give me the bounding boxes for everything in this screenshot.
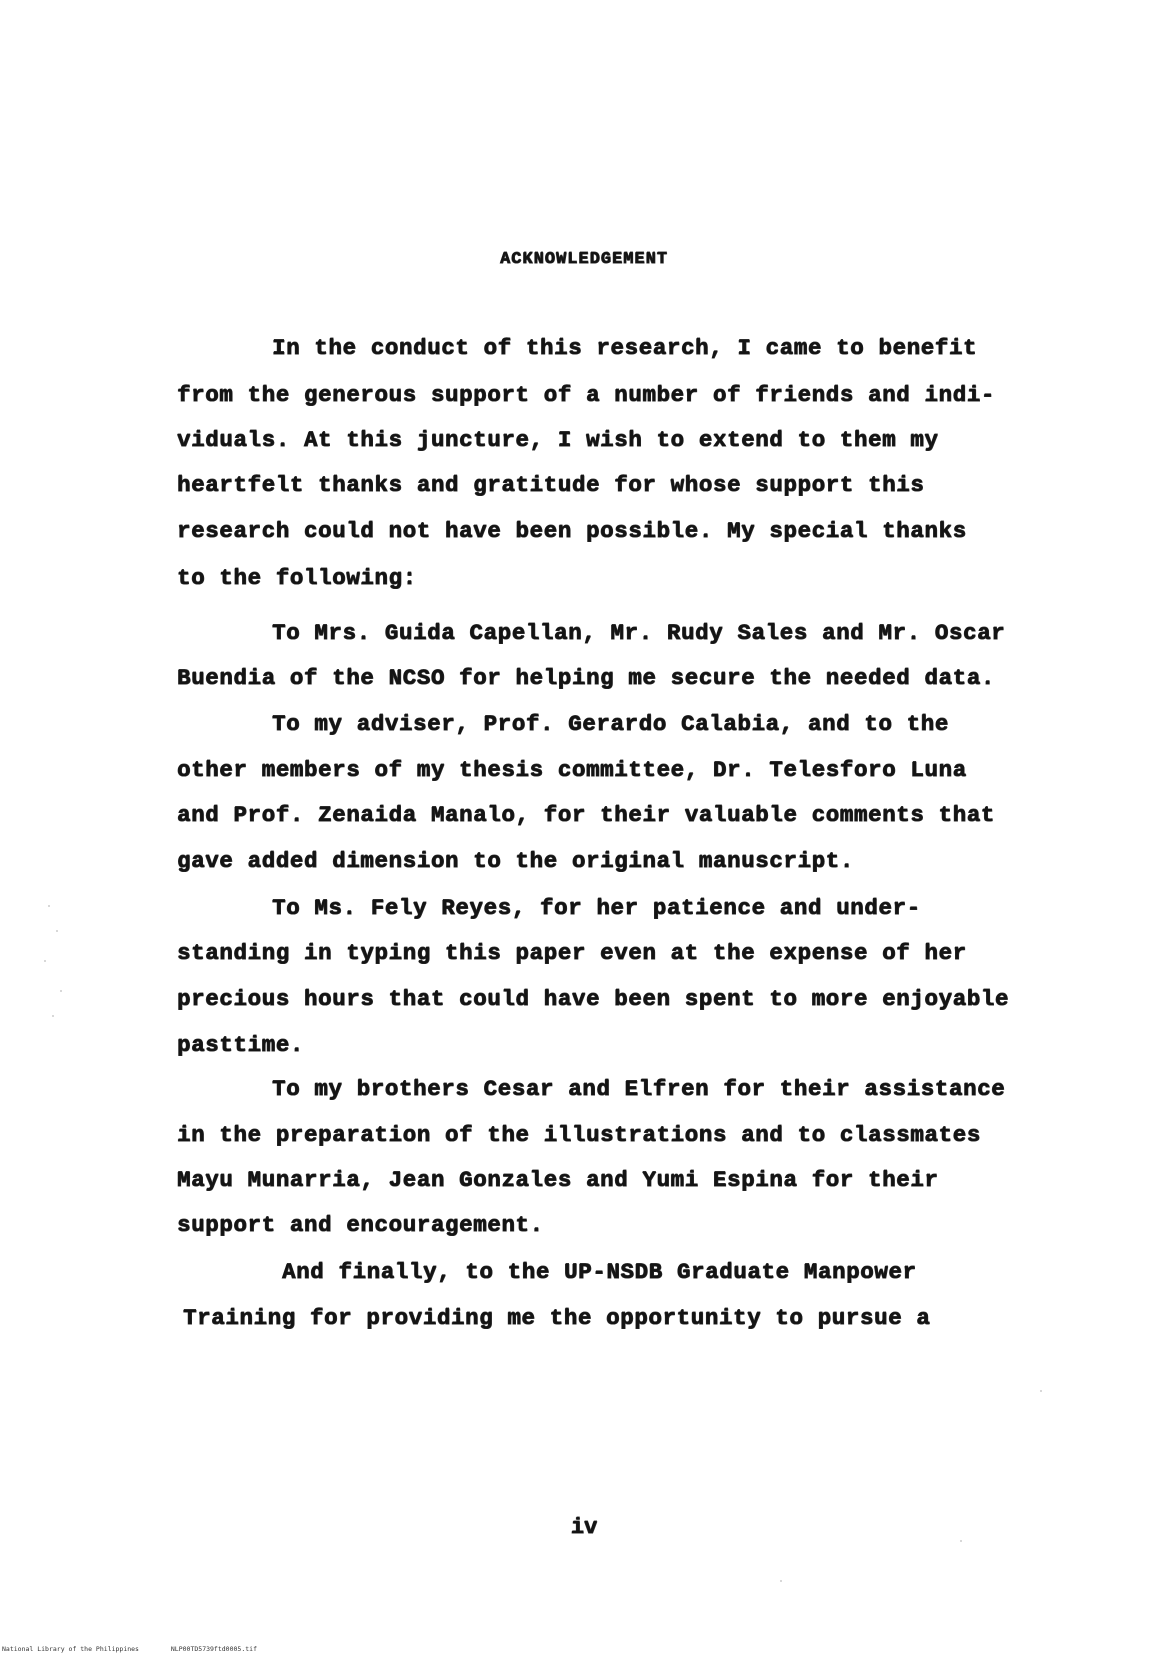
paragraph-1-line-3: viduals. At this juncture, I wish to extend to them my: [177, 427, 939, 453]
paragraph-6-line-2: Training for providing me the opportunity to pursue a: [183, 1305, 931, 1331]
paragraph-5-line-4: support and encouragement.: [177, 1212, 544, 1238]
paragraph-3-line-2: other members of my thesis committee, Dr. Telesforo Luna: [177, 757, 967, 783]
page-number: iv: [570, 1515, 598, 1540]
scan-speckle: [1040, 1390, 1042, 1392]
scan-speckle: [56, 930, 58, 932]
page-title: ACKNOWLEDGEMENT: [499, 250, 669, 269]
paragraph-4-line-2: standing in typing this paper even at the expense of her: [177, 940, 967, 966]
library-name: National Library of the Philippines: [2, 1645, 139, 1653]
scan-footer: [2, 1645, 257, 1653]
paragraph-5-line-1: To my brothers Cesar and Elfren for their assistance: [272, 1076, 1006, 1102]
paragraph-1-line-6: to the following:: [177, 565, 417, 591]
paragraph-2-line-1: To Mrs. Guida Capellan, Mr. Rudy Sales and Mr. Oscar: [272, 620, 1006, 646]
paragraph-5-line-3: Mayu Munarria, Jean Gonzales and Yumi Espina for their: [177, 1167, 939, 1193]
paragraph-3-line-4: gave added dimension to the original manuscript.: [177, 848, 854, 874]
scan-speckle: [780, 1580, 782, 1582]
paragraph-1-line-4: heartfelt thanks and gratitude for whose support this: [177, 472, 925, 498]
file-name: NLP00TD5739ftd0005.tif: [170, 1645, 257, 1653]
scan-speckle: [52, 1015, 54, 1017]
paragraph-4-line-4: pasttime.: [177, 1032, 304, 1058]
paragraph-4-line-1: To Ms. Fely Reyes, for her patience and under-: [272, 895, 921, 921]
scan-speckle: [60, 990, 62, 992]
scan-speckle: [48, 905, 50, 907]
paragraph-1-line-1: In the conduct of this research, I came to benefit: [272, 335, 978, 361]
paragraph-1-line-5: research could not have been possible. My special thanks: [177, 518, 967, 544]
paragraph-2-line-2: Buendia of the NCSO for helping me secure the needed data.: [177, 665, 995, 691]
scan-speckle: [44, 960, 46, 962]
paragraph-6-line-1: And finally, to the UP-NSDB Graduate Manpower: [282, 1259, 917, 1285]
scan-speckle: [960, 1540, 962, 1542]
paragraph-1-line-2: from the generous support of a number of friends and indi-: [177, 382, 995, 408]
paragraph-3-line-3: and Prof. Zenaida Manalo, for their valuable comments that: [177, 802, 995, 828]
paragraph-5-line-2: in the preparation of the illustrations and to classmates: [177, 1122, 981, 1148]
paragraph-3-line-1: To my adviser, Prof. Gerardo Calabia, and to the: [272, 711, 949, 737]
paragraph-4-line-3: precious hours that could have been spent to more enjoyable: [177, 986, 1010, 1012]
